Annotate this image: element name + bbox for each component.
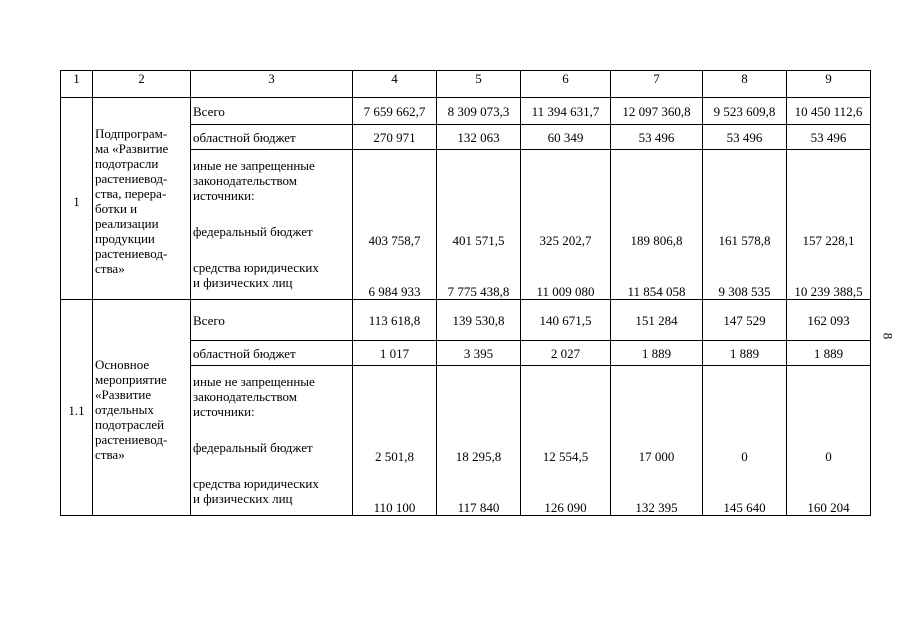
legal-label: средства юридических и физических лиц (193, 260, 319, 290)
value-cell: 2 027 (521, 341, 611, 366)
other-sources-label: иные не запрещенные законодательством источники: (193, 374, 315, 419)
row-label: областной бюджет (191, 125, 353, 150)
header-cell: 5 (437, 71, 521, 98)
value-cell: 147 529 (703, 300, 787, 341)
header-cell: 1 (61, 71, 93, 98)
value-cell: 1 017 (353, 341, 437, 366)
value-cell: 270 971 (353, 125, 437, 150)
federal-value: 401 571,5 (452, 233, 505, 248)
header-cell: 8 (703, 71, 787, 98)
values-stack (437, 366, 521, 516)
legal-value: 126 090 (544, 500, 587, 515)
values-stack (521, 150, 611, 300)
value-cell: 3 395 (437, 341, 521, 366)
values-stack (611, 366, 703, 516)
legal-label: средства юридических и физических лиц (193, 476, 319, 506)
value-cell: 53 496 (611, 125, 703, 150)
values-stack (703, 366, 787, 516)
federal-value: 12 554,5 (542, 449, 589, 464)
page-number: 8 (880, 332, 896, 340)
value-cell: 11 394 631,7 (521, 98, 611, 125)
legal-value: 10 239 388,5 (794, 284, 863, 299)
value-cell: 1 889 (703, 341, 787, 366)
legal-value: 11 009 080 (536, 284, 595, 299)
federal-value: 0 (741, 449, 748, 464)
value-cell: 162 093 (787, 300, 871, 341)
values-stack (787, 366, 871, 516)
federal-value: 2 501,8 (375, 449, 414, 464)
legal-value: 110 100 (373, 500, 416, 515)
header-cell: 3 (191, 71, 353, 98)
values-stack (787, 150, 871, 300)
federal-value: 157 228,1 (802, 233, 855, 248)
header-row (61, 71, 871, 98)
federal-value: 0 (825, 449, 832, 464)
legal-value: 7 775 438,8 (447, 284, 510, 299)
header-cell: 9 (787, 71, 871, 98)
value-cell: 10 450 112,6 (787, 98, 871, 125)
value-cell: 1 889 (787, 341, 871, 366)
row-label: Всего (191, 300, 353, 341)
federal-label: федеральный бюджет (193, 440, 313, 455)
sources-labels (191, 150, 353, 300)
values-stack (703, 150, 787, 300)
value-cell: 7 659 662,7 (353, 98, 437, 125)
row-id: 1.1 (61, 300, 93, 516)
other-sources-label: иные не запрещенные законодательством источники: (193, 158, 315, 203)
value-cell: 8 309 073,3 (437, 98, 521, 125)
federal-label: федеральный бюджет (193, 224, 313, 239)
legal-value: 160 204 (807, 500, 850, 515)
measure-name: Основное мероприятие «Развитие отдельных подотраслей растениевод- ства» (93, 300, 191, 516)
value-cell: 113 618,8 (353, 300, 437, 341)
value-cell: 139 530,8 (437, 300, 521, 341)
value-cell: 53 496 (703, 125, 787, 150)
federal-value: 403 758,7 (368, 233, 421, 248)
legal-value: 117 840 (457, 500, 500, 515)
value-cell: 12 097 360,8 (611, 98, 703, 125)
value-cell: 151 284 (611, 300, 703, 341)
values-stack (521, 366, 611, 516)
value-cell: 140 671,5 (521, 300, 611, 341)
table-row (61, 300, 871, 341)
federal-value: 17 000 (638, 449, 675, 464)
values-stack (611, 150, 703, 300)
legal-value: 132 395 (635, 500, 678, 515)
values-stack (353, 150, 437, 300)
header-cell: 2 (93, 71, 191, 98)
values-stack (437, 150, 521, 300)
legal-value: 9 308 535 (718, 284, 771, 299)
row-label: областной бюджет (191, 341, 353, 366)
federal-value: 18 295,8 (455, 449, 502, 464)
value-cell: 132 063 (437, 125, 521, 150)
legal-value: 145 640 (723, 500, 766, 515)
value-cell: 53 496 (787, 125, 871, 150)
header-cell: 4 (353, 71, 437, 98)
header-cell: 6 (521, 71, 611, 98)
value-cell: 60 349 (521, 125, 611, 150)
subprogram-name: Подпрограм- ма «Развитие подотрасли растениевод- ства, перера- ботки и реализации продукции растениевод- ства» (93, 98, 191, 300)
federal-value: 161 578,8 (718, 233, 771, 248)
legal-value: 6 984 933 (368, 284, 421, 299)
legal-value: 11 854 058 (627, 284, 686, 299)
row-id: 1 (61, 98, 93, 300)
values-stack (353, 366, 437, 516)
table-row (61, 98, 871, 125)
value-cell: 1 889 (611, 341, 703, 366)
row-label: Всего (191, 98, 353, 125)
value-cell: 9 523 609,8 (703, 98, 787, 125)
sources-labels (191, 366, 353, 516)
federal-value: 189 806,8 (630, 233, 683, 248)
federal-value: 325 202,7 (539, 233, 592, 248)
budget-table (60, 70, 871, 516)
header-cell: 7 (611, 71, 703, 98)
